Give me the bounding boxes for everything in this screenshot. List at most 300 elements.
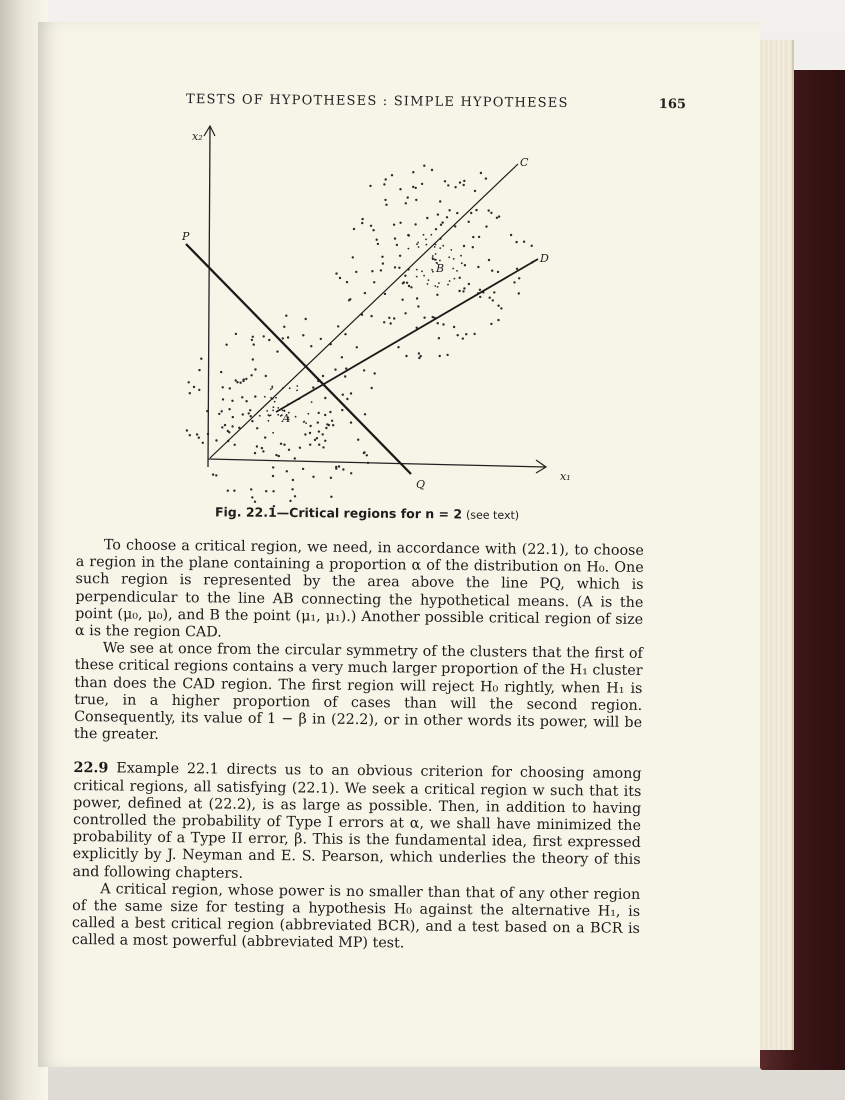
scatter-dot [384,199,386,201]
scatter-dot [353,228,355,230]
scatter-dot [461,262,463,264]
scatter-dot [446,354,448,356]
scatter-dot [450,249,452,251]
scatter-dot [305,422,307,424]
scatter-dot [249,409,251,411]
caption-note: (see text) [465,508,520,522]
scatter-dot [234,444,236,446]
scatter-dot [384,293,386,295]
scatter-dot [265,490,267,492]
scatter-dot [518,277,520,279]
y-axis [208,127,210,467]
paragraph-1: To choose a critical region, we need, in accordance with (22.1), to choose a region in the plane containing a proportion α of the distribution on H₀. One such region is represented by the area above the line PQ, which is perpendicular to the line AB connecting the hypothetical means. (A is the point (μ₀, μ₀), and B the point (μ₁, μ₁).) Another possible critical region of size α is the region CAD. [74,537,644,641]
scatter-dot [283,326,285,328]
scatter-dot [418,246,420,248]
scatter-dot [348,299,350,301]
scatter-dot [510,234,512,236]
scatter-dot [341,356,343,358]
scatter-dot [314,439,316,441]
scatter-dot [523,241,525,243]
scatter-dot [350,472,352,474]
scatter-dot [423,234,425,236]
scatter-dot [245,400,247,402]
scatter-dot [489,297,491,299]
scatter-dot [287,336,289,338]
scatter-dot [468,283,470,285]
scatter-dot [442,323,444,325]
scatter-dot [421,183,423,185]
scatter-dot [318,412,320,414]
scatter-dot [286,470,288,472]
scatter-dot [233,490,235,492]
paragraph-22-9 [72,760,641,886]
scatter-dot [241,396,243,398]
page-number: 165 [658,96,687,113]
scatter-dot [361,218,363,220]
scatter-dot [463,245,465,247]
scatter-dot [330,496,332,498]
scatter-dot [363,451,365,453]
scatter-dot [403,281,405,283]
scatter-dot [320,338,322,340]
scatter-dot [324,440,326,442]
scatter-dot [272,432,274,434]
scatter-dot [324,397,326,399]
book-page [38,22,760,1067]
scatter-dot [399,222,401,224]
scatter-dot [468,221,470,223]
scatter-dot [303,421,305,423]
scatter-dot [396,244,398,246]
scatter-dot [425,239,427,241]
scatter-dot [272,475,274,477]
scatter-dot [254,452,256,454]
scatter-dot [245,378,247,380]
scatter-dot [251,420,253,422]
body-text [72,537,644,956]
scatter-dot [480,172,482,174]
scatter-dot [463,180,465,182]
scatter-dot [317,421,319,423]
scatter-dot [373,281,375,283]
scatter-dot [497,305,499,307]
scatter-dot [438,337,440,339]
scatter-dot [405,355,407,357]
line-pq [186,244,411,474]
scatter-dot [456,212,458,214]
scatter-dot [478,236,480,238]
scatter-dot [335,272,337,274]
scatter-dot [324,414,326,416]
scatter-dot [431,169,433,171]
scatter-dot [264,396,266,398]
scatter-dot [412,171,414,173]
scatter-dot [377,243,379,245]
scatter-dot [370,315,372,317]
scatter-dot [405,202,407,204]
scatter-dot [497,271,499,273]
scatter-dot [488,209,490,211]
scatter-dot [475,209,477,211]
scatter-dot [200,358,202,360]
scatter-dot [404,312,406,314]
scatter-dot [196,433,198,435]
scatter-dot [309,432,311,434]
scatter-dot [516,268,518,270]
scatter-dot [434,246,436,248]
scatter-dot [339,277,341,279]
scatter-dot [416,269,418,271]
label-a: A [282,412,290,425]
scatter-dot [374,372,376,374]
scatter-dot [302,468,304,470]
scatter-dot [453,326,455,328]
page-header [186,92,686,112]
scatter-dot [454,278,456,280]
scatter-dot [439,247,441,249]
x-axis [208,459,546,467]
scatter-dot [426,244,428,246]
scatter-dot [472,246,474,248]
scatter-dot [423,317,425,319]
label-c: C [520,156,529,169]
scatter-dot [228,431,230,433]
scatter-dot [470,212,472,214]
scatter-dot [256,427,258,429]
scatter-dot [477,266,479,268]
scatter-dot [262,450,264,452]
scatter-dot [276,350,278,352]
scatter-dot [444,180,446,182]
caption-label: Fig. 22.1 [214,504,277,520]
scatter-dot [251,339,253,341]
scatter-points [186,165,534,508]
scatter-dot [277,407,279,409]
scatter-dot [342,394,344,396]
scatter-dot [186,429,188,431]
scatter-dot [278,455,280,457]
scatter-diagram [182,122,608,502]
scatter-dot [473,333,475,335]
scatter-dot [459,277,461,279]
scatter-dot [453,258,455,260]
scatter-dot [231,425,233,427]
scatter-dot [462,290,464,292]
scatter-dot [316,437,318,439]
scatter-dot [261,447,263,449]
scatter-dot [295,416,297,418]
scatter-dot [248,412,250,414]
scatter-dot [393,224,395,226]
scatter-dot [410,286,412,288]
scatter-dot [268,415,270,417]
scatter-dot [227,490,229,492]
scatter-dot [496,217,498,219]
scatter-dot [292,479,294,481]
scatter-dot [446,216,448,218]
scatter-dot [264,436,266,438]
scatter-dot [459,181,461,183]
scatter-dot [352,256,354,258]
scatter-dot [401,299,403,301]
scatter-dot [236,381,238,383]
scatter-dot [242,380,244,382]
scatter-dot [463,184,465,186]
scatter-dot [488,259,490,261]
label-p: P [182,230,190,243]
scatter-dot [412,186,414,188]
scatter-dot [432,271,434,273]
scatter-dot [427,283,429,285]
scatter-dot [394,266,396,268]
scatter-dot [270,388,272,390]
scatter-dot [272,490,274,492]
scatter-dot [462,337,464,339]
scatter-dot [198,437,200,439]
scatter-dot [438,282,440,284]
scatter-dot [435,253,437,255]
scatter-dot [198,369,200,371]
scatter-dot [460,255,462,257]
scatter-dot [221,410,223,412]
scatter-dot [442,245,444,247]
scatter-dot [513,281,515,283]
scatter-dot [344,375,346,377]
scatter-dot [382,262,384,264]
scatter-dot [345,367,347,369]
scatter-dot [280,443,282,445]
scatter-dot [418,352,420,354]
scatter-dot [491,270,493,272]
label-b: B [436,262,445,275]
scatter-dot [432,258,434,260]
scatter-dot [372,229,374,231]
scatter-dot [456,270,458,272]
scatter-dot [515,241,517,243]
scatter-dot [254,368,256,370]
scatter-dot [361,222,363,224]
scatter-dot [296,385,298,387]
scatter-dot [222,398,224,400]
scatter-dot [265,375,267,377]
scatter-dot [253,343,255,345]
scatter-dot [344,333,346,335]
scatter-dot [492,299,494,301]
scatter-dot [231,400,233,402]
scatter-dot [463,287,465,289]
scatter-dot [457,334,459,336]
running-head: TESTS OF HYPOTHESES : SIMPLE HYPOTHESES [185,92,569,112]
scatter-dot [437,213,439,215]
scatter-dot [189,434,191,436]
scatter-dot [408,248,410,250]
scatter-dot [250,374,252,376]
scatter-dot [332,424,334,426]
scatter-dot [256,445,258,447]
scatter-dot [490,323,492,325]
scatter-dot [330,477,332,479]
scatter-dot [252,336,254,338]
scatter-dot [357,439,359,441]
scatter-dot [371,270,373,272]
axis-label-x1: x₁ [560,470,571,483]
scatter-dot [259,415,261,417]
scatter-dot [272,410,274,412]
scatter-dot [251,496,253,498]
scatter-dot [350,421,352,423]
scatter-dot [439,200,441,202]
scatter-dot [277,414,279,416]
scatter-dot [448,209,450,211]
caption-title: —Critical regions for n = 2 [276,504,463,522]
scatter-dot [335,466,337,468]
scatter-dot [263,335,265,337]
scatter-dot [302,334,304,336]
scatter-dot [282,337,284,339]
scatter-dot [498,215,500,217]
scatter-dot [220,371,222,373]
scatter-dot [434,285,436,287]
scatter-dot [355,271,357,273]
scatter-dot [426,217,428,219]
scatter-dot [310,345,312,347]
scatter-dot [439,355,441,357]
scatter-dot [490,212,492,214]
scatter-dot [364,413,366,415]
scatter-dot [485,225,487,227]
scatter-dot [299,447,301,449]
scatter-dot [334,368,336,370]
scatter-dot [474,190,476,192]
scatter-dot [423,275,425,277]
scatter-dot [435,228,437,230]
scatter-dot [437,286,439,288]
scatter-dot [393,317,395,319]
scatter-dot [440,224,442,226]
scatter-dot [189,392,191,394]
scatter-dot [423,165,425,167]
scatter-dot [415,199,417,201]
scatter-dot [275,454,277,456]
scatter-dot [404,275,406,277]
scatter-dot [222,386,224,388]
paragraph-4: A critical region, whose power is no smaller than that of any other region of the same size for testing a hypothesis H₀ against the alternative H₁, is called a best critical region (abbreviated BCR), and a test based on a BCR is called a most powerful (abbreviated MP) test. [71,881,641,952]
scatter-dot [383,183,385,185]
scatter-dot [390,322,392,324]
scatter-dot [430,234,432,236]
scatter-dot [215,474,217,476]
scatter-dot [399,188,401,190]
scatter-dot [218,413,220,415]
scatter-dot [318,444,320,446]
scatter-dot [252,358,254,360]
scatter-dot [309,444,311,446]
scatter-dot [385,178,387,180]
scatter-dot [291,488,293,490]
scatter-dot [454,186,456,188]
scatter-dot [322,433,324,435]
scatter-dot [215,439,217,441]
scatter-dot [221,426,223,428]
label-q: Q [416,478,426,491]
scatter-dot [452,268,454,270]
scatter-dot [232,416,234,418]
scatter-dot [268,339,270,341]
scatter-dot [268,420,270,422]
scatter-dot [397,346,399,348]
scatter-dot [417,305,419,307]
scatter-dot [337,325,339,327]
scatter-dot [371,387,373,389]
label-d: D [540,252,549,265]
scatter-dot [342,468,344,470]
scatter-dot [283,444,285,446]
scatter-dot [436,294,438,296]
scatter-dot [294,457,296,459]
scatter-dot [380,269,382,271]
scatter-dot [273,406,275,408]
scatter-dot [285,315,287,317]
scatter-dot [338,465,340,467]
scatter-dot [418,357,420,359]
scatter-dot [432,255,434,257]
scatter-dot [272,466,274,468]
scatter-dot [229,387,231,389]
scatter-dot [331,420,333,422]
scatter-dot [497,319,499,321]
scatter-dot [346,281,348,283]
scatter-dot [406,282,408,284]
scatter-dot [408,285,410,287]
scatter-dot [381,256,383,258]
scatter-dot [398,267,400,269]
section-number: 22.9 [73,760,109,777]
scatter-dot [479,296,481,298]
scatter-dot [274,401,276,403]
scatter-dot [479,289,481,291]
scatter-dot [322,446,324,448]
scatter-dot [399,255,401,257]
scatter-dot [304,433,306,435]
scatter-dot [472,236,474,238]
scatter-dot [250,488,252,490]
scatter-dot [391,174,393,176]
scatter-dot [485,177,487,179]
scatter-dot [370,225,372,227]
scatter-dot [311,401,313,403]
scatter-dot [407,234,409,236]
scatter-dot [202,442,204,444]
scatter-dot [305,318,307,320]
scatter-dot [364,292,366,294]
scatter-dot [318,430,320,432]
scatter-dot [275,397,277,399]
scatter-dot [376,239,378,241]
scatter-dot [296,390,298,392]
scatter-dot [363,369,365,371]
scatter-dot [235,379,237,381]
scatter-dot [415,187,417,189]
scatter-dot [341,409,343,411]
scatter-dot [289,387,291,389]
scatter-dot [356,346,358,348]
scatter-dot [254,501,256,503]
scatter-dot [225,344,227,346]
scatter-dot [493,291,495,293]
scatter-dot [385,204,387,206]
scatter-dot [417,242,419,244]
scatter-dot [312,386,314,388]
